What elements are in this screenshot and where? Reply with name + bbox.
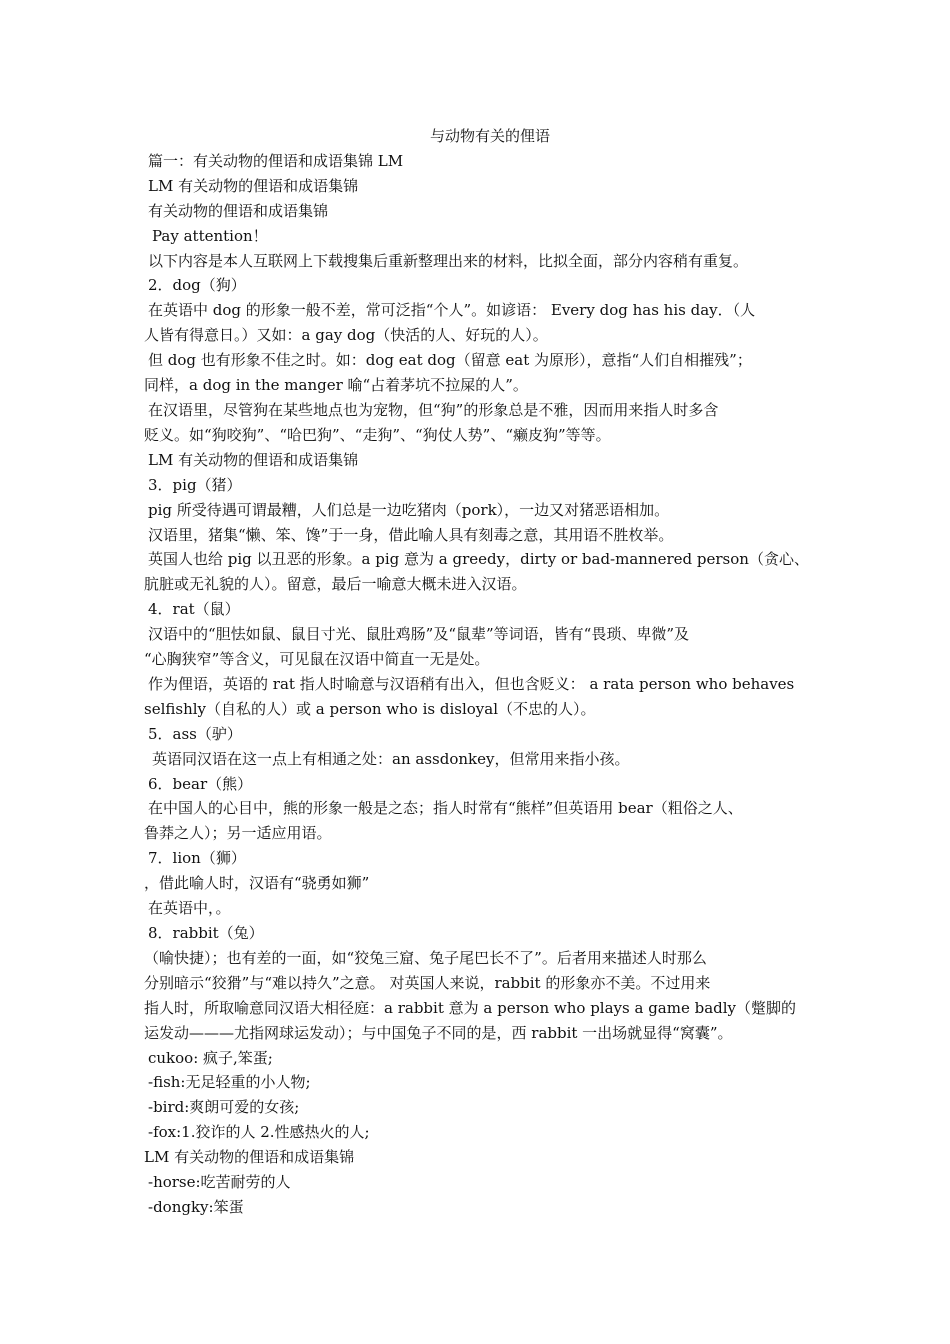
text-line: cukoo: 疯子,笨蛋;	[148, 1048, 273, 1067]
text-line: “心胸狭窄”等含义，可见鼠在汉语中简直一无是处。	[144, 650, 490, 669]
text-line: 2．dog（狗）	[148, 276, 246, 295]
text-line: 5．ass（驴）	[148, 724, 242, 743]
document-body	[144, 124, 824, 1220]
text-line: 分别暗示“狡猾”与“难以持久”之意。 对英国人来说，rabbit 的形象亦不美。不过用来	[144, 973, 711, 992]
text-line: 以下内容是本人互联网上下载搜集后重新整理出来的材料，比拟全面，部分内容稍有重复。	[148, 251, 749, 270]
text-line: 英国人也给 pig 以丑恶的形象。a pig 意为 a greedy，dirty or bad-mannered person（贪心、	[148, 550, 809, 569]
text-line: LM 有关动物的俚语和成语集锦	[148, 450, 359, 469]
text-line: -fish:无足轻重的小人物;	[148, 1073, 311, 1092]
text-line: -dongky:笨蛋	[148, 1197, 244, 1216]
text-line: 6．bear（熊）	[148, 774, 253, 793]
text-line: 在汉语里，尽管狗在某些地点也为宠物，但“狗”的形象总是不雅，因而用来指人时多含	[148, 400, 719, 419]
text-line: 有关动物的俚语和成语集锦	[148, 201, 329, 220]
text-line: Pay attention！	[152, 226, 268, 245]
text-line: selfishly（自私的人）或 a person who is disloyal（不忠的人）。	[144, 699, 596, 718]
text-line: 人皆有得意日。）又如：a gay dog（快活的人、好玩的人）。	[144, 326, 548, 345]
document-lines	[144, 149, 824, 1220]
text-line: LM 有关动物的俚语和成语集锦	[144, 1148, 355, 1167]
text-line: 3．pig（猪）	[148, 475, 242, 494]
text-line: 鲁莽之人）；另一适应用语。	[144, 824, 332, 843]
text-line: 在英语中，。	[148, 899, 231, 918]
text-line: 肮脏或无礼貌的人）。留意，最后一喻意大概未进入汉语。	[144, 575, 527, 594]
text-line: 8．rabbit（兔）	[148, 924, 264, 942]
text-line: 7．lion（狮）	[148, 849, 246, 868]
text-line: pig 所受待遇可谓最糟，人们总是一边吃猪肉（pork），一边又对猪恶语相加。	[148, 500, 670, 519]
text-line: -bird:爽朗可爱的女孩;	[148, 1098, 300, 1117]
text-line: 汉语里，猪集“懒、笨、馋”于一身，借此喻人具有刻毒之意，其用语不胜枚举。	[148, 525, 674, 544]
text-line: 作为俚语，英语的 rat 指人时喻意与汉语稍有出入，但也含贬义： a rata person who behaves	[148, 674, 795, 693]
text-line: 英语同汉语在这一点上有相通之处：an assdonkey，但常用来指小孩。	[152, 749, 630, 768]
text-line: ，借此喻人时，汉语有“骁勇如狮”	[144, 874, 370, 893]
text-line: 指人时，所取喻意同汉语大相径庭：a rabbit 意为 a person who plays a game badly（蹩脚的	[144, 998, 797, 1017]
text-line: 4．rat（鼠）	[148, 600, 240, 619]
text-line: -horse:吃苦耐劳的人	[148, 1173, 291, 1192]
text-line: 在中国人的心目中，熊的形象一般是之态；指人时常有“熊样”但英语用 bear（粗俗之人、	[148, 799, 743, 818]
text-line: 运发动———尤指网球运发动）；与中国兔子不同的是，西 rabbit 一出场就显得“窝囊”。	[144, 1023, 733, 1042]
text-line: LM 有关动物的俚语和成语集锦	[148, 176, 359, 195]
text-line: 贬义。如“狗咬狗”、“哈巴狗”、“走狗”、“狗仗人势”、“癞皮狗”等等。	[144, 425, 611, 444]
text-line: 汉语中的“胆怯如鼠、鼠目寸光、鼠肚鸡肠”及“鼠辈”等词语，皆有“畏琐、卑微”及	[148, 625, 690, 644]
text-line: 但 dog 也有形象不佳之时。如：dog eat dog（留意 eat 为原形），意指“人们自相摧残”；	[148, 351, 752, 370]
text-line: -fox:1.狡诈的人 2.性感热火的人;	[148, 1123, 370, 1142]
text-line: 在英语中 dog 的形象一般不差，常可泛指“个人”。如谚语： Every dog has his day．（人	[148, 301, 756, 320]
text-line: （喻快捷）；也有差的一面，如“狡兔三窟、兔子尾巴长不了”。后者用来描述人时那么	[144, 948, 707, 967]
document-title: 与动物有关的俚语	[429, 127, 550, 145]
text-line: 篇一：有关动物的俚语和成语集锦 LM	[148, 151, 404, 170]
text-line: 同样，a dog in the manger 喻“占着茅坑不拉屎的人”。	[144, 376, 528, 395]
